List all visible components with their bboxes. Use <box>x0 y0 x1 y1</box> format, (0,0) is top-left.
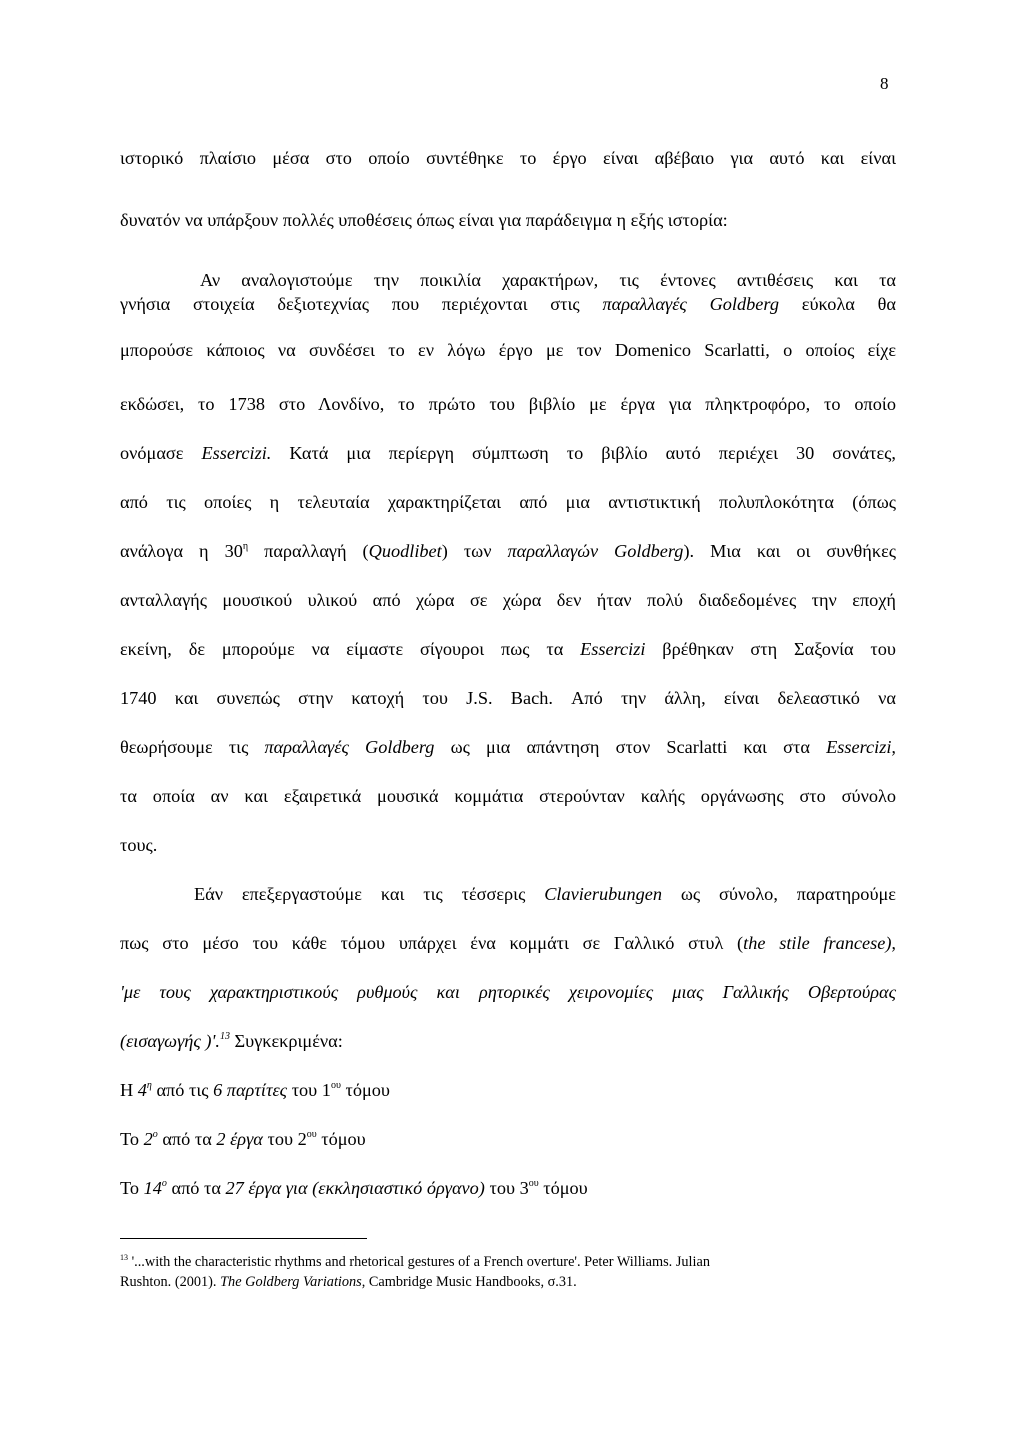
body-line: Εάν επεξεργαστούμε και τις τέσσερις Clavierubungen ως σύνολο, παρατηρούμε <box>194 884 896 904</box>
body-line: από τις οποίες η τελευταία χαρακτηρίζεται από μια αντιστικτική πολυπλοκότητα (όπως <box>120 492 896 512</box>
list-item: Η $4^\eta$ από τις 6 παρτίτες του $1^{o\upsilon}$ τόμου <box>120 1080 390 1100</box>
body-line: πως στο μέσο του κάθε τόμου υπάρχει ένα κομμάτι σε Γαλλικό στυλ (the stile francese), <box>120 933 897 953</box>
page-number: 8 <box>880 74 889 93</box>
body-line: (εισαγωγής )'.$^{13}$ Συγκεκριμένα: <box>120 1031 343 1051</box>
body-line: τους. <box>120 835 158 855</box>
footnote: Rushton. (2001). The Goldberg Variations, Cambridge Music Handbooks, σ.31. <box>120 1274 577 1290</box>
body-line: 1740 και συνεπώς στην κατοχή του J.S. Bach. Από την άλλη, είναι δελεαστικό να <box>120 688 896 708</box>
list-item: Το $14^o$ από τα 27 έργα για (εκκλησιαστικό όργανο) του $3^{o\upsilon}$ τόμου <box>120 1178 588 1198</box>
body-line: μπορούσε κάποιος να συνδέσει το εν λόγω έργο με τον Domenico Scarlatti, ο οποίος είχε <box>120 340 896 360</box>
body-line: δυνατόν να υπάρξουν πολλές υποθέσεις όπως είναι για παράδειγμα η εξής ιστορία: <box>120 210 728 230</box>
body-line: γνήσια στοιχεία δεξιοτεχνίας που περιέχονται στις παραλλαγές Goldberg εύκολα θα <box>120 294 896 314</box>
body-line: εκείνη, δε μπορούμε να είμαστε σίγουροι πως τα Essercizi βρέθηκαν στη Σαξονία του <box>120 639 896 659</box>
body-line: ονόμασε Essercizi. Κατά μια περίεργη σύμπτωση το βιβλίο αυτό περιέχει 30 σονάτες, <box>120 443 896 463</box>
body-line: Αν αναλογιστούμε την ποικιλία χαρακτήρων, τις έντονες αντιθέσεις και τα <box>200 270 896 290</box>
body-line: ανταλλαγής μουσικού υλικού από χώρα σε χώρα δεν ήταν πολύ διαδεδομένες την εποχή <box>120 590 896 610</box>
body-line: εκδώσει, το 1738 στο Λονδίνο, το πρώτο του βιβλίο με έργα για πληκτροφόρο, το οποίο <box>120 394 896 414</box>
body-line: 'με τους χαρακτηριστικούς ρυθμούς και ρητορικές χειρονομίες μιας Γαλλικής Οβερτούρας <box>120 982 896 1002</box>
list-item: Το $2^o$ από τα 2 έργα του $2^{o\upsilon}$ τόμου <box>120 1129 366 1149</box>
body-line: τα οποία αν και εξαιρετικά μουσικά κομμάτια στερούνταν καλής οργάνωσης στο σύνολο <box>120 786 896 806</box>
footnote: $^{13}$ '...with the characteristic rhythms and rhetorical gestures of a French overture'. Peter Williams. Julian <box>120 1253 710 1270</box>
body-line: θεωρήσουμε τις παραλλαγές Goldberg ως μια απάντηση στον Scarlatti και στα Essercizi, <box>120 737 896 757</box>
body-line: ιστορικό πλαίσιο μέσα στο οποίο συντέθηκε το έργο είναι αβέβαιο για αυτό και είναι <box>120 148 896 168</box>
footnote-divider <box>120 1238 367 1239</box>
footnote-number: 13 <box>120 1253 128 1262</box>
body-line: ανάλογα η $30^\eta$ παραλλαγή (Quodlibet) των παραλλαγών Goldberg). Μια και οι συνθήκες <box>120 541 896 561</box>
